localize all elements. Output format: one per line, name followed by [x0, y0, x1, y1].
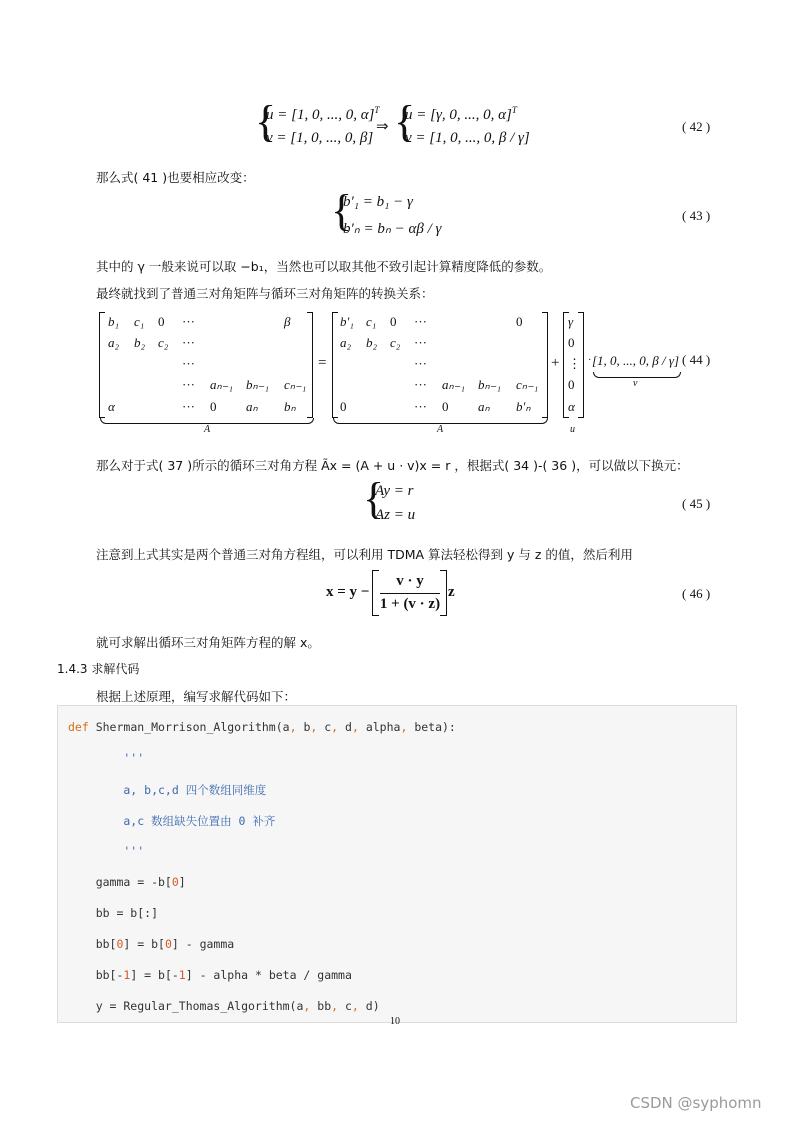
- u-cell: 0: [568, 377, 575, 392]
- A-cell: ···: [414, 356, 427, 371]
- matrix-bracket-left: [99, 312, 105, 418]
- A-cell: ···: [414, 314, 427, 329]
- code-token: ,: [400, 720, 408, 734]
- A_tilde-cell: a₂: [108, 335, 120, 350]
- code-token: c: [317, 720, 332, 734]
- eq43-line2: b′ₙ = bₙ − αβ / γ: [343, 221, 442, 237]
- code-token: d: [338, 720, 352, 734]
- A_tilde-cell: ···: [182, 314, 195, 329]
- code-token: ] = b[-: [130, 968, 179, 982]
- code-token: a, b,c,d 四个数组同维度: [68, 783, 267, 797]
- code-token: y = Regular_Thomas_Algorithm(a: [68, 999, 304, 1013]
- paragraph-code-intro: 根据上述原理，编写求解代码如下：: [96, 689, 297, 704]
- left-brace: {: [363, 474, 385, 523]
- u-cell: 0: [568, 335, 575, 350]
- label-A-tilde: Ã: [204, 424, 211, 435]
- u-cell: α: [568, 399, 575, 414]
- code-token: 0: [116, 937, 124, 951]
- A_tilde-cell: ···: [182, 335, 195, 350]
- code-token: ,: [351, 720, 359, 734]
- A_tilde-cell: β: [284, 314, 291, 329]
- eq42-right-u: u = [γ, 0, ..., 0, α]$^T$: [405, 105, 517, 123]
- code-block: [57, 705, 737, 1023]
- watermark: CSDN @syphomn: [630, 1094, 762, 1112]
- A-cell: bₙ₋₁: [478, 377, 502, 392]
- code-line: [68, 937, 234, 951]
- A_tilde-cell: bₙ: [284, 399, 296, 414]
- code-token: bb = b[:]: [68, 906, 159, 920]
- matrix-bracket-right: [307, 312, 313, 418]
- code-token: ] = b[: [123, 937, 165, 951]
- equals-sign: =: [318, 355, 327, 371]
- code-token: 1: [123, 968, 131, 982]
- A-cell: 0: [390, 314, 397, 329]
- A-cell: ···: [414, 377, 427, 392]
- A-cell: aₙ: [478, 399, 490, 414]
- code-token: bb[: [68, 937, 117, 951]
- code-token: 0: [171, 875, 179, 889]
- A-cell: cₙ₋₁: [516, 377, 539, 392]
- bracket-right: [440, 570, 447, 616]
- paragraph-solution: 就可求解出循环三对角矩阵方程的解 x。: [96, 635, 320, 650]
- code-line: [68, 844, 144, 858]
- A-cell: ···: [414, 335, 427, 350]
- equation-number-42: ( 42 ): [682, 119, 711, 134]
- A_tilde-cell: aₙ: [246, 399, 258, 414]
- A_tilde-cell: c₂: [158, 335, 169, 350]
- A_tilde-cell: bₙ₋₁: [246, 377, 270, 392]
- code-token: 0: [164, 937, 172, 951]
- A_tilde-cell: aₙ₋₁: [210, 377, 234, 392]
- eq46-numerator: v · y: [396, 573, 424, 589]
- code-token: ,: [303, 999, 311, 1013]
- A-cell: c₂: [390, 335, 401, 350]
- A_tilde-cell: ···: [182, 356, 195, 371]
- left-brace: {: [331, 186, 353, 235]
- section-heading: 1.4.3 求解代码: [57, 662, 140, 676]
- A-cell: b′ₙ: [516, 399, 531, 414]
- code-line: [68, 813, 275, 829]
- page-number: 10: [390, 1016, 400, 1027]
- code-token: ,: [331, 720, 339, 734]
- code-token: 1: [178, 968, 186, 982]
- plus-sign: +: [551, 355, 560, 371]
- code-token: ,: [351, 999, 359, 1013]
- eq46-lhs: x = y −: [326, 584, 370, 600]
- code-token: def: [68, 720, 89, 734]
- code-line: [68, 968, 352, 982]
- equation-number-44: ( 44 ): [682, 352, 711, 367]
- A_tilde-cell: 0: [158, 314, 165, 329]
- u-cell: γ: [568, 314, 574, 329]
- eq43-line1: b′₁ = b₁ − γ: [343, 194, 413, 210]
- code-token: ,: [331, 999, 339, 1013]
- code-token: Sherman_Morrison_Algorithm(a: [88, 720, 290, 734]
- code-token: ,: [310, 720, 318, 734]
- paragraph-conversion: 最终就找到了普通三对角矩阵与循环三对角矩阵的转换关系：: [96, 286, 434, 301]
- label-v: v: [633, 378, 638, 389]
- paragraph-gamma: 其中的 γ 一般来说可以取 −b₁，当然也可以取其他不致引起计算精度降低的参数。: [96, 259, 552, 274]
- equation-number-45: ( 45 ): [682, 496, 711, 511]
- code-token: d): [358, 999, 380, 1013]
- code-token: ] - gamma: [171, 937, 235, 951]
- eq45-line1: Ay = r: [375, 483, 414, 499]
- fraction-bar: [380, 593, 440, 594]
- matrix-bracket-right: [542, 312, 548, 418]
- code-token: bb[-: [68, 968, 124, 982]
- A_tilde-cell: ···: [182, 377, 195, 392]
- A_tilde-cell: cₙ₋₁: [284, 377, 307, 392]
- dot-operator: ·: [588, 355, 592, 366]
- row-vector-v: [1, 0, ..., 0, β / γ]: [592, 353, 680, 368]
- code-token: ''': [68, 751, 145, 765]
- A-cell: c₁: [366, 314, 377, 329]
- code-line: [68, 906, 158, 920]
- right-brace: {: [394, 97, 416, 146]
- code-token: gamma = -b[: [68, 875, 172, 889]
- label-A: A: [437, 424, 444, 435]
- A_tilde-cell: c₁: [134, 314, 145, 329]
- equation-number-46: ( 46 ): [682, 586, 711, 601]
- A-cell: a₂: [340, 335, 352, 350]
- eq42-left-u: u = [1, 0, ..., 0, α]$^T$: [266, 105, 380, 123]
- code-token: beta):: [407, 720, 456, 734]
- code-line: [68, 999, 380, 1013]
- eq45-line2: Az = u: [375, 507, 416, 523]
- u-cell: ⋮: [568, 356, 581, 371]
- code-token: alpha: [358, 720, 401, 734]
- A-cell: ···: [414, 399, 427, 414]
- label-u: u: [570, 424, 575, 435]
- eq42-right-v: ν = [1, 0, ..., 0, β / γ]: [405, 130, 530, 146]
- eq46-denominator: 1 + (v · z): [379, 596, 441, 612]
- code-token: ] - alpha * beta / gamma: [185, 968, 352, 982]
- code-token: a,c 数组缺失位置由 0 补齐: [68, 814, 276, 828]
- paragraph-eq43-intro: 那么式( 41 )也要相应改变：: [96, 170, 255, 185]
- eq42-left-v: ν = [1, 0, ..., 0, β]: [266, 130, 374, 146]
- A_tilde-cell: b₁: [108, 314, 120, 329]
- left-brace: {: [255, 97, 277, 146]
- A_tilde-cell: b₂: [134, 335, 146, 350]
- A-cell: b₂: [366, 335, 378, 350]
- paragraph-substitution: 那么对于式( 37 )所示的循环三对角方程 Ãx = (A + u · v)x = r ，根据式( 34 )-( 36 )，可以做以下换元：: [96, 458, 689, 473]
- code-line: [68, 875, 186, 889]
- A_tilde-cell: ···: [182, 399, 195, 414]
- A-cell: aₙ₋₁: [442, 377, 466, 392]
- A-cell: 0: [442, 399, 449, 414]
- code-line: [68, 751, 144, 765]
- A-cell: 0: [516, 314, 523, 329]
- code-token: bb: [310, 999, 332, 1013]
- equation-number-43: ( 43 ): [682, 208, 711, 223]
- eq46-rhs: z: [448, 584, 455, 600]
- A_tilde-cell: α: [108, 399, 115, 414]
- paragraph-tdma: 注意到上式其实是两个普通三对角方程组，可以利用 TDMA 算法轻松得到 y 与 z 的值，然后利用: [96, 547, 633, 562]
- A-cell: b′₁: [340, 314, 354, 329]
- code-token: c: [338, 999, 352, 1013]
- matrix-bracket-left: [332, 312, 338, 418]
- code-token: b: [296, 720, 311, 734]
- code-line: [68, 720, 456, 734]
- code-token: ]: [178, 875, 186, 889]
- A-cell: 0: [340, 399, 347, 414]
- code-token: ''': [68, 844, 145, 858]
- code-line: [68, 782, 266, 798]
- A_tilde-cell: 0: [210, 399, 217, 414]
- implies-arrow: ⇒: [376, 119, 389, 135]
- code-token: ,: [289, 720, 297, 734]
